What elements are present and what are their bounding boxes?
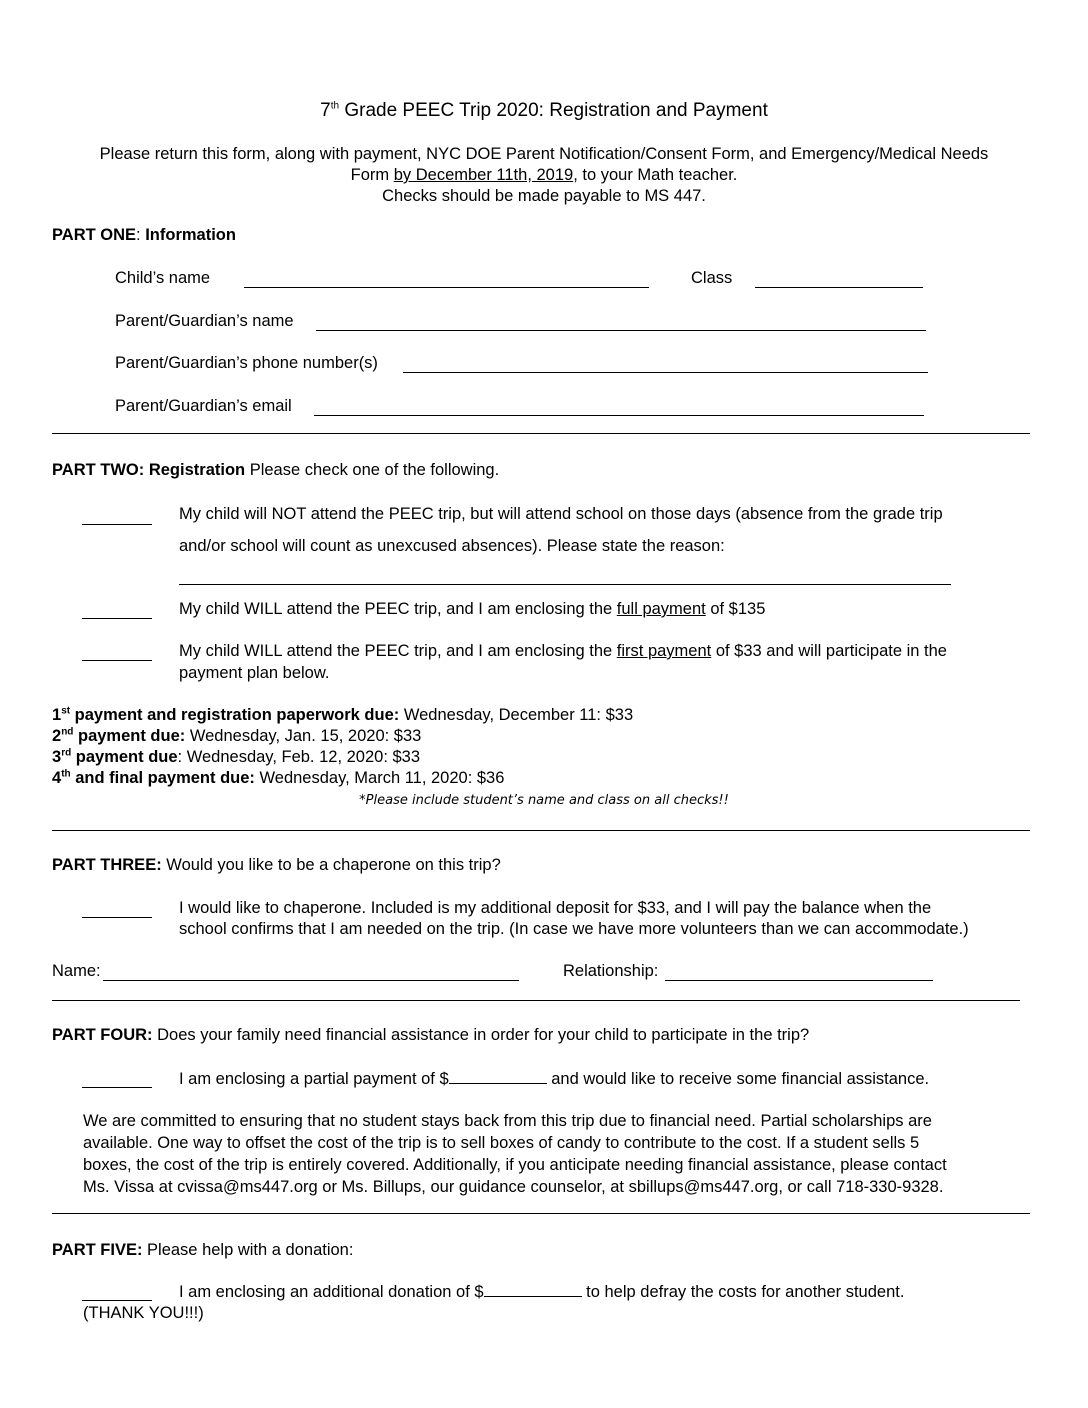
- child-name-label: Child’s name: [115, 269, 211, 287]
- first-payment-checkbox[interactable]: [82, 646, 152, 661]
- chaperone-checkbox[interactable]: [82, 903, 152, 918]
- parent-email-field[interactable]: [314, 401, 924, 416]
- divider: [52, 433, 1030, 434]
- part-one-title: Information: [145, 226, 236, 244]
- checks-note: *Please include student’s name and class on all checks!!: [359, 793, 729, 808]
- intro-line-3: Checks should be made payable to MS 447.: [382, 187, 706, 205]
- schedule-suffix: nd: [61, 726, 74, 738]
- part-three-question: Would you like to be a chaperone on this trip?: [161, 856, 501, 874]
- schedule-label: and final payment due:: [70, 769, 255, 787]
- schedule-label: payment due:: [73, 727, 186, 745]
- assistance-paragraph: [83, 1112, 947, 1197]
- chaperone-name-field[interactable]: [103, 966, 519, 981]
- not-attend-text-2: and/or school will count as unexcused absences). Please state the reason:: [179, 537, 725, 555]
- divider: [52, 1000, 1020, 1001]
- schedule-item: [52, 769, 504, 788]
- part-two-label: PART TWO: Registration: [52, 461, 246, 479]
- schedule-num: 4: [52, 769, 62, 787]
- schedule-suffix: st: [61, 705, 71, 717]
- schedule-suffix: rd: [61, 747, 72, 759]
- parent-phone-label: Parent/Guardian’s phone number(s): [115, 354, 378, 372]
- chaperone-text-2: school confirms that I am needed on the trip. (In case we have more volunteers than we can accommodate.): [179, 920, 969, 938]
- reason-field[interactable]: [179, 570, 951, 585]
- part-two-heading: [52, 461, 499, 480]
- not-attend-checkbox[interactable]: [82, 510, 152, 525]
- full-payment-text: [179, 600, 765, 619]
- schedule-label: payment and registration paperwork due:: [70, 706, 400, 724]
- part-five-label: PART FIVE:: [52, 1241, 143, 1259]
- intro-return-text: , to your Math teacher.: [573, 166, 738, 184]
- first-payment-underlined: first payment: [616, 642, 712, 660]
- chaperone-name-label: Name:: [52, 962, 101, 980]
- title-text: Grade PEEC Trip 2020: Registration and Payment: [339, 100, 768, 121]
- part-five-heading: [52, 1241, 353, 1260]
- schedule-date: Wednesday, December 11: $33: [399, 706, 634, 724]
- part-three-heading: [52, 856, 501, 875]
- first-payment-amount: of $33 and will participate in the: [711, 642, 947, 660]
- schedule-num: 1: [52, 706, 62, 724]
- part-four-label: PART FOUR:: [52, 1026, 153, 1044]
- schedule-item: [52, 727, 421, 746]
- schedule-item: [52, 748, 420, 767]
- title-grade-suffix: th: [330, 100, 340, 112]
- schedule-item: [52, 706, 633, 725]
- first-payment-text: [179, 642, 947, 661]
- schedule-suffix: th: [61, 768, 71, 780]
- partial-payment-amount-field[interactable]: [449, 1069, 547, 1084]
- child-name-field[interactable]: [244, 273, 649, 288]
- assistance-paragraph-line: available. One way to offset the cost of the trip is to sell boxes of candy to contribute to the cost. If a student sells 5: [83, 1134, 920, 1152]
- donation-post: to help defray the costs for another student.: [581, 1283, 905, 1301]
- donation-amount-field[interactable]: [484, 1282, 582, 1297]
- donation-checkbox[interactable]: [82, 1286, 152, 1301]
- partial-payment-text: [179, 1069, 929, 1089]
- partial-payment-pre: I am enclosing a partial payment of $: [179, 1070, 449, 1088]
- part-three-label: PART THREE:: [52, 856, 162, 874]
- schedule-date: : Wednesday, Feb. 12, 2020: $33: [177, 748, 421, 766]
- first-payment-text-2: payment plan below.: [179, 664, 330, 682]
- full-payment-checkbox[interactable]: [82, 604, 152, 619]
- assistance-checkbox[interactable]: [82, 1073, 152, 1088]
- donation-text: [179, 1282, 904, 1302]
- class-field[interactable]: [755, 273, 923, 288]
- full-payment-pre: My child WILL attend the PEEC trip, and I am enclosing the: [179, 600, 617, 618]
- relationship-field[interactable]: [665, 966, 933, 981]
- donation-pre: I am enclosing an additional donation of $: [179, 1283, 484, 1301]
- schedule-num: 2: [52, 727, 62, 745]
- first-payment-pre: My child WILL attend the PEEC trip, and I am enclosing the: [179, 642, 617, 660]
- part-five-request: Please help with a donation:: [142, 1241, 354, 1259]
- full-payment-amount: of $135: [705, 600, 766, 618]
- schedule-date: Wednesday, March 11, 2020: $36: [254, 769, 505, 787]
- part-two-instructions: Please check one of the following.: [245, 461, 500, 479]
- intro-line-1: Please return this form, along with payment, NYC DOE Parent Notification/Consent Form, and Emergency/Medical Needs: [99, 145, 989, 163]
- relationship-label: Relationship:: [563, 962, 659, 980]
- schedule-num: 3: [52, 748, 62, 766]
- part-one-colon: :: [136, 226, 146, 244]
- divider: [52, 1213, 1030, 1214]
- schedule-date: Wednesday, Jan. 15, 2020: $33: [185, 727, 422, 745]
- thank-you-text: (THANK YOU!!!): [83, 1304, 204, 1322]
- assistance-paragraph-line: We are committed to ensuring that no student stays back from this trip due to financial need. Partial scholarships are: [83, 1112, 932, 1130]
- full-payment-underlined: full payment: [616, 600, 706, 618]
- page-title: [0, 100, 1088, 122]
- title-grade-number: 7: [320, 100, 331, 121]
- assistance-paragraph-line: Ms. Vissa at cvissa@ms447.org or Ms. Billups, our guidance counselor, at sbillups@ms447.org, or call 718-330-9328.: [83, 1178, 944, 1196]
- class-label: Class: [691, 269, 733, 287]
- not-attend-text-1: My child will NOT attend the PEEC trip, but will attend school on those days (absence from the grade trip: [179, 505, 943, 523]
- assistance-paragraph-line: boxes, the cost of the trip is entirely covered. Additionally, if you anticipate needing financial assistance, please contact: [83, 1156, 947, 1174]
- schedule-label: payment due: [71, 748, 178, 766]
- intro-deadline: by December 11th, 2019: [393, 166, 574, 184]
- parent-email-label: Parent/Guardian’s email: [115, 397, 292, 415]
- divider: [52, 830, 1030, 831]
- part-one-heading: [52, 226, 236, 245]
- intro-form-text: Form: [350, 166, 394, 184]
- part-one-label: PART ONE: [52, 226, 137, 244]
- part-four-heading: [52, 1026, 809, 1045]
- parent-phone-field[interactable]: [403, 358, 928, 373]
- part-four-question: Does your family need financial assistance in order for your child to participate in the trip?: [152, 1026, 810, 1044]
- intro-line-2: [0, 166, 1088, 185]
- partial-payment-post: and would like to receive some financial assistance.: [546, 1070, 930, 1088]
- parent-name-field[interactable]: [316, 316, 926, 331]
- parent-name-label: Parent/Guardian’s name: [115, 312, 294, 330]
- chaperone-text-1: I would like to chaperone. Included is my additional deposit for $33, and I will pay the balance when the: [179, 899, 932, 917]
